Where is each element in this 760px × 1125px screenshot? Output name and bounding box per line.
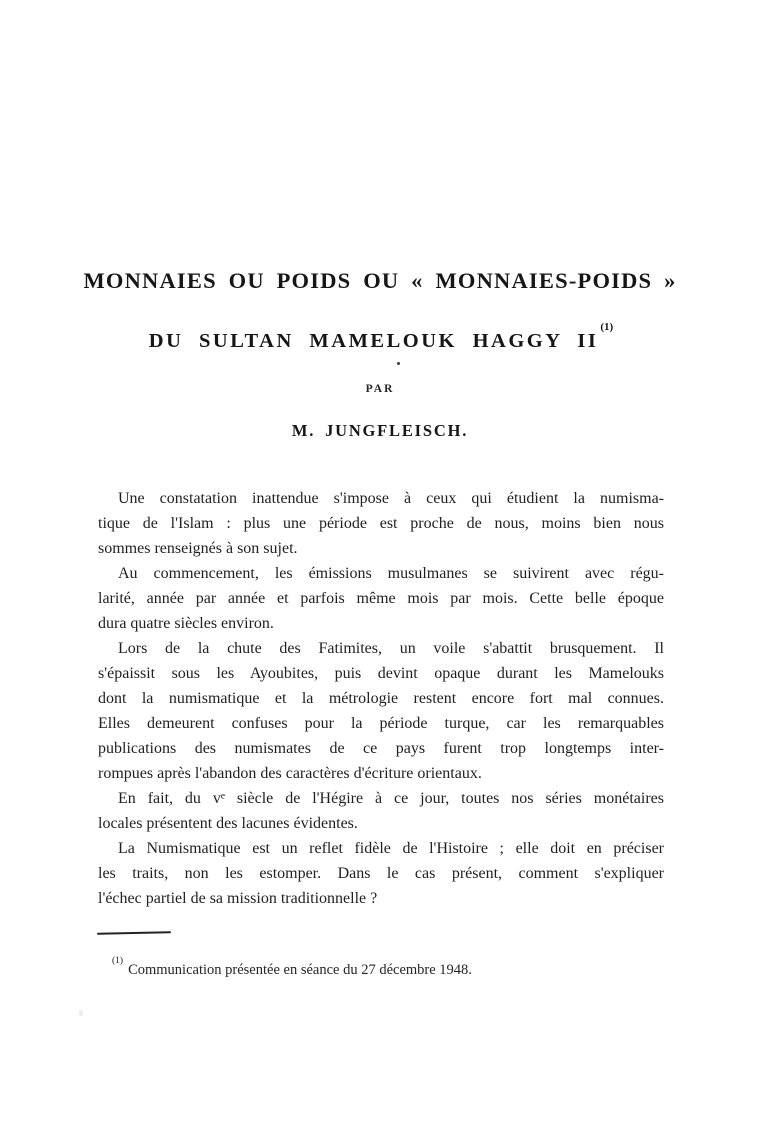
text-line: s'épaissit sous les Ayoubites, puis devint opaque durant les Mamelouks [98, 665, 664, 682]
scan-noise-speck [79, 1010, 83, 1016]
text-line: larité, année par année et parfois même mois par mois. Cette belle époque [98, 590, 664, 607]
text-line: La Numismatique est un reflet fidèle de l'Histoire ; elle doit en préciser [118, 840, 664, 857]
text-line: rompues après l'abandon des caractères d'écriture orientaux. [98, 765, 482, 782]
paper-subtitle-text: DU SULTAN MAMELOUK HAGGY II [148, 330, 599, 352]
paper-subtitle [0, 321, 760, 353]
text-line: publications des numismates de ce pays furent trop longtemps inter- [98, 740, 664, 757]
body-text [98, 486, 664, 911]
title-footnote-marker: (1) [600, 321, 614, 334]
paper-title-text: MONNAIES OU POIDS OU « MONNAIES-POIDS » [83, 268, 677, 293]
text-line: En fait, du vᵉ siècle de l'Hégire à ce jour, toutes nos séries monétaires [118, 790, 664, 807]
footnote-marker: (1) [112, 956, 124, 966]
text-line: tique de l'Islam : plus une période est proche de nous, moins bien nous [98, 515, 664, 532]
paper-title [0, 268, 760, 294]
footnote [98, 955, 664, 981]
text-line: l'échec partiel de sa mission traditionnelle ? [98, 890, 378, 907]
text-line: Elles demeurent confuses pour la période turque, car les remarquables [98, 715, 664, 732]
text-line: Une constatation inattendue s'impose à ceux qui étudient la numisma- [118, 490, 664, 507]
text-line: les traits, non les estomper. Dans le cas présent, comment s'expliquer [98, 865, 664, 882]
byline: PAR [365, 383, 395, 395]
text-line: dura quatre siècles environ. [98, 615, 274, 632]
print-artifact-dot [397, 362, 400, 365]
text-line: dont la numismatique et la métrologie restent encore fort mal connues. [98, 690, 664, 707]
author-name: M. JUNGFLEISCH. [291, 421, 469, 440]
text-line: sommes renseignés à son sujet. [98, 540, 298, 557]
footnote-separator-rule [97, 931, 171, 935]
text-line: locales présentent des lacunes évidentes. [98, 815, 358, 832]
footnote-text: Communication présentée en séance du 27 décembre 1948. [128, 961, 472, 978]
text-line: Lors de la chute des Fatimites, un voile s'abattit brusquement. Il [118, 640, 664, 657]
text-line: Au commencement, les émissions musulmanes se suivirent avec régu- [118, 565, 664, 582]
